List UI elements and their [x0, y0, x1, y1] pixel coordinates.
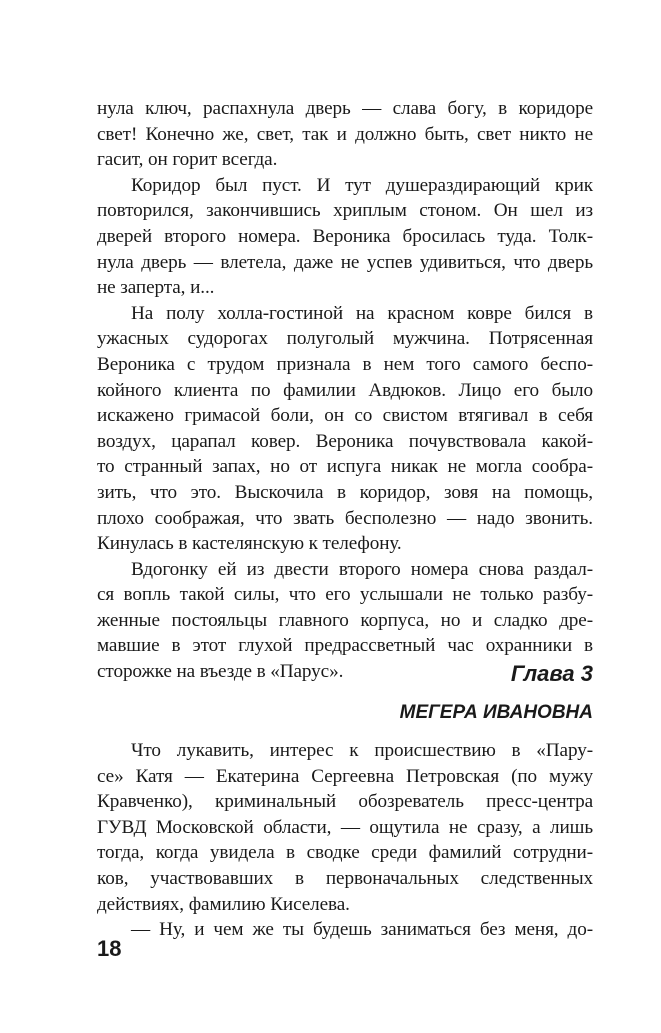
page-number: 18 [97, 936, 122, 961]
text-line: гасит, он горит всегда. [97, 149, 278, 171]
text-line: свет! Конечно же, свет, так и должно быть, свет никто не [97, 123, 593, 145]
text-line: женные постояльцы главного корпуса, но и сладко дре- [97, 609, 593, 631]
text-line: нула дверь — влетела, даже не успев удивиться, что дверь [97, 251, 593, 273]
text-line: нула ключ, распахнула дверь — слава богу, в коридоре [97, 98, 593, 119]
text-line: Коридор был пуст. И тут душераздирающий крик [131, 174, 593, 196]
text-line: ся вопль такой силы, что его услышали не только разбу- [97, 584, 593, 606]
text-body-bottom [97, 738, 593, 943]
text-line: зить, что это. Выскочила в коридор, зовя на помощь, [97, 481, 593, 503]
text-line: се» Катя — Екатерина Сергеевна Петровская (по мужу [97, 765, 593, 787]
text-line: плохо соображая, что звать бесполезно — надо звонить. [97, 507, 593, 529]
text-line: Кинулась в кастелянскую к телефону. [97, 533, 402, 555]
chapter-subtitle: МЕГЕРА ИВАНОВНА [399, 702, 593, 723]
text-line: воздух, царапал ковер. Вероника почувствовала какой- [97, 430, 593, 452]
paragraph-6 [97, 917, 593, 943]
text-line: искажено гримасой боли, он со свистом втягивал в себя [97, 405, 593, 427]
text-line: На полу холла-гостиной на красном ковре бился в [131, 302, 593, 324]
text-line: ков, участвовавших в первоначальных следственных [97, 867, 593, 889]
paragraph-3 [97, 301, 593, 557]
text-line: то странный запах, но от испуга никак не могла сообра- [97, 456, 593, 478]
text-line: Кравченко), криминальный обозреватель пресс-центра [97, 791, 593, 813]
paragraph-2 [97, 173, 593, 301]
text-line: Вдогонку ей из двести второго номера снова раздал- [131, 558, 593, 580]
text-line: Вероника с трудом признала в нем того самого беспо- [97, 353, 593, 375]
text-line: Что лукавить, интерес к происшествию в «Пару- [131, 740, 593, 761]
text-line: ГУВД Московской области, — ощутила не сразу, а лишь [97, 816, 593, 838]
text-line: койного клиента по фамилии Авдюков. Лицо его было [97, 379, 593, 401]
text-line: действиях, фамилию Киселева. [97, 893, 350, 915]
text-line: мавшие в этот глухой предрассветный час охранники в [97, 635, 593, 657]
text-line: ужасных судорогах полуголый мужчина. Потрясенная [97, 328, 593, 350]
paragraph-5 [97, 738, 593, 917]
text-line: сторожке на въезде в «Парус». [97, 661, 344, 683]
text-line: дверей второго номера. Вероника бросилась туда. Толк- [97, 225, 593, 247]
chapter-title: Глава 3 [510, 661, 593, 686]
text-line: — Ну, и чем же ты будешь заниматься без меня, до- [131, 919, 593, 941]
text-line: не заперта, и... [97, 277, 215, 299]
text-line: повторился, закончившись хриплым стоном. Он шел из [97, 200, 593, 222]
text-line: тогда, когда увидела в сводке среди фамилий сотрудни- [97, 842, 593, 864]
paragraph-1 [97, 96, 593, 173]
text-body-top [97, 96, 593, 685]
